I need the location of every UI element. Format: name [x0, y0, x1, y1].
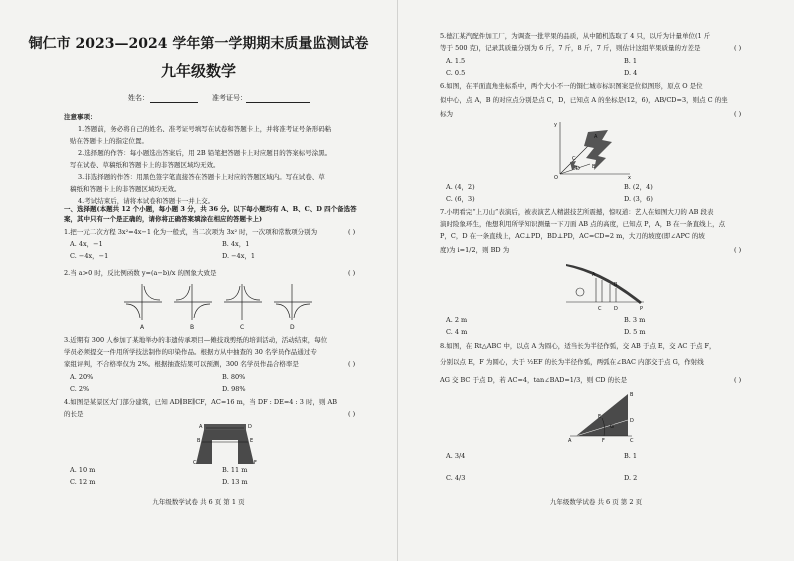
- q6-paren: ( ): [734, 110, 742, 118]
- q7-option-c[interactable]: C. 4 m: [446, 328, 468, 336]
- note-line: 稿纸和答题卡上的非答题区域均无效。: [70, 185, 181, 193]
- q6-fig-d: D: [576, 166, 580, 172]
- q5-option-b[interactable]: B. 1: [624, 57, 638, 65]
- q7-fig-c: C: [598, 306, 602, 312]
- q4-fig-a: A: [199, 424, 203, 430]
- note-line: 2.选择题的作答：每小题选出答案后，用 2B 铅笔把答题卡上对应题目的答案标号涂黑。: [78, 149, 332, 157]
- q6-fig-a: A: [594, 134, 598, 140]
- q7-fig-a: A: [592, 272, 596, 278]
- q4-option-b[interactable]: B. 11 m: [222, 466, 248, 474]
- q1-option-b[interactable]: B. 4x，1: [222, 240, 250, 248]
- q1-option-a[interactable]: A. 4x，−1: [70, 240, 103, 248]
- note-line: 贴在答题卡上的指定位置。: [70, 137, 148, 145]
- q8-fig-g: G: [610, 424, 614, 430]
- q6-fig-y: y: [554, 122, 557, 128]
- q6-fig-o: O: [554, 175, 558, 180]
- q3-option-d[interactable]: D. 98%: [222, 385, 246, 393]
- q6-fig-x: x: [628, 175, 631, 180]
- q4-line: 的长是: [64, 410, 84, 418]
- q2-graph-options: [120, 280, 320, 332]
- q8-option-b[interactable]: B. 1: [624, 452, 638, 460]
- q7-knife-figure: [562, 256, 646, 312]
- id-label: 准考证号：: [212, 94, 247, 102]
- q2-label-b[interactable]: B: [190, 324, 195, 331]
- q4-fig-f: F: [254, 460, 257, 466]
- name-blank[interactable]: [150, 102, 198, 103]
- q6-coordinate-figure: [550, 118, 634, 180]
- notes-heading: 注意事项：: [64, 113, 97, 121]
- q5-line: 5.德江某汽配件加工厂，为调查一批苹果的品质，从中随机选取了 4 只，以斤为计量单位(1 斤: [440, 32, 711, 40]
- q8-fig-d: D: [630, 418, 634, 424]
- q8-fig-f: F: [602, 438, 605, 444]
- q3-option-c[interactable]: C. 2%: [70, 385, 90, 393]
- footer-left: 九年级数学试卷 共 6 页 第 1 页: [152, 498, 245, 506]
- q5-option-d[interactable]: D. 4: [624, 69, 638, 77]
- note-line: 4.考试结束后，请将本试卷和答题卡一并上交。: [78, 197, 215, 205]
- q3-option-a[interactable]: A. 20%: [70, 373, 94, 381]
- q8-fig-c: C: [630, 438, 634, 444]
- q2-paren: ( ): [348, 269, 356, 277]
- q7-line: 度)为 i=1/2，则 BD 为: [440, 246, 510, 254]
- q2-label-d[interactable]: D: [290, 324, 295, 331]
- q7-line: P，C，D 在一条直线上，AC⊥PD，BD⊥PD，AC=CD=2 m，大刀的坡度(即∠APC 的坡: [440, 232, 705, 240]
- q3-line: 家组评判，不合格率仅为 2%。根据抽查结果可以预测，300 名学员作品合格率是: [64, 360, 299, 368]
- footer-right: 九年级数学试卷 共 6 页 第 2 页: [549, 498, 643, 506]
- q6-fig-c: C: [572, 156, 576, 162]
- q1-paren: ( ): [348, 228, 356, 236]
- q6-option-d[interactable]: D. (3，6): [624, 195, 653, 203]
- q7-fig-b: B: [614, 282, 618, 288]
- q8-paren: ( ): [734, 376, 742, 384]
- q4-paren: ( ): [348, 410, 356, 418]
- q1-option-c[interactable]: C. −4x，−1: [70, 252, 109, 260]
- q7-paren: ( ): [734, 246, 742, 254]
- q4-fig-c: C: [193, 460, 197, 466]
- section1-heading-2: 案，其中只有一个是正确的，请你将正确答案填涂在相应的答题卡上): [64, 215, 263, 223]
- q7-option-a[interactable]: A. 2 m: [446, 316, 468, 324]
- page-right: [398, 0, 794, 561]
- q3-paren: ( ): [348, 360, 356, 368]
- q8-fig-a: A: [568, 438, 572, 444]
- q8-option-c[interactable]: C. 4/3: [446, 474, 466, 482]
- q5-option-a[interactable]: A. 1.5: [446, 57, 466, 65]
- q6-line: 6.如图，在平面直角坐标系中，两个大小不一的铜仁城市标识图案是位似图形，原点 O 是位: [440, 82, 703, 90]
- q2-label-c[interactable]: C: [240, 324, 245, 331]
- q8-fig-e: E: [598, 414, 602, 420]
- q5-paren: ( ): [734, 44, 742, 52]
- q6-line: 似中心，点 A，B 的对应点分别是点 C，D，已知点 A 的坐标是(12，6)，AB/CD=3，则点 C 的坐: [440, 96, 728, 104]
- id-blank[interactable]: [246, 102, 310, 103]
- q2-stem: 2.当 a>0 时，反比例函数 y=(a−b)/x 的图象大致是: [64, 269, 217, 277]
- q4-option-c[interactable]: C. 12 m: [70, 478, 96, 486]
- q8-line: 8.如图，在 Rt△ABC 中，以点 A 为圆心，适当长为半径作弧，交 AB 于点 E，交 AC 于点 F，: [440, 342, 716, 350]
- q8-triangle-figure: [566, 390, 646, 446]
- q3-line: 3.近期有 300 人参加了某地举办的非遗传承项目—傩技戏剪纸的培训活动，活动结束，每位: [64, 336, 328, 344]
- q1-stem: 1.把一元二次方程 3x²=4x−1 化为一般式，当二次项为 3x² 时，一次项和常数项分别为: [64, 228, 318, 236]
- q2-label-a[interactable]: A: [140, 324, 145, 331]
- q7-line: 演时险象环生，他想利用所学知识测量一下刀面 AB 点的高度，已知点 P，A，B 在一条直线上，点: [440, 220, 726, 228]
- q4-gate-figure: [190, 418, 260, 470]
- q6-fig-b: B: [592, 164, 596, 170]
- note-line: 3.非选择题的作答：用黑色签字笔直接答在答题卡上对应的答题区域内。写在试卷、草: [78, 173, 325, 181]
- q8-option-d[interactable]: D. 2: [624, 474, 638, 482]
- q6-option-c[interactable]: C. (6，3): [446, 195, 475, 203]
- exam-title: 铜仁市 2023—2024 学年第一学期期末质量监测试卷: [28, 36, 369, 52]
- name-label: 姓名：: [128, 94, 149, 102]
- q7-line: 7.小明看完“上刀山”表演后，被表演艺人精湛技艺所震撼，惊叹道：艺人在如图大刀的 AB 段表: [440, 208, 714, 216]
- note-line: 1.答题前，务必将自己的姓名、准考证号填写在试卷和答题卡上，并将准考证号条形码粘: [78, 125, 332, 133]
- q1-option-d[interactable]: D. −4x，1: [222, 252, 255, 260]
- q4-option-a[interactable]: A. 10 m: [70, 466, 96, 474]
- q8-fig-b: B: [630, 392, 634, 398]
- q3-line: 学员必须提交一件用所学技法制作的印染作品。根据方从中抽查的 30 名学员作品通过专: [64, 348, 317, 356]
- q6-option-b[interactable]: B. (2，4): [624, 183, 653, 191]
- q7-fig-p: P: [640, 306, 644, 312]
- q8-option-a[interactable]: A. 3/4: [446, 452, 466, 460]
- q5-option-c[interactable]: C. 0.5: [446, 69, 466, 77]
- q4-fig-b: B: [197, 438, 201, 444]
- q5-line: 等于 500 克)，记录其质量分别为 6 斤，7 斤，8 斤，7 斤，则估计这组苹果质量的方差是: [440, 44, 701, 52]
- q6-option-a[interactable]: A. (4，2): [446, 183, 475, 191]
- q8-line: AG 交 BC 于点 D，若 AC=4，tan∠BAD=1/3，则 CD 的长是: [440, 376, 628, 384]
- exam-subject: 九年级数学: [160, 62, 236, 80]
- q7-option-d[interactable]: D. 5 m: [624, 328, 646, 336]
- q4-line: 4.如图是某景区大门部分建筑，已知 AD∥BE∥CF，AC=16 m，当 DF : DE=4 : 3 时，则 AB: [64, 398, 338, 406]
- section1-heading: 一、选择题(本题共 12 个小题，每小题 3 分，共 36 分。以下每小题均有 A、B、C、D 四个备选答: [64, 205, 357, 213]
- q3-option-b[interactable]: B. 80%: [222, 373, 246, 381]
- q8-line: 分别以点 E，F 为圆心，大于 ½EF 的长为半径作弧，两弧在∠BAC 内部交于点 G，作射线: [440, 358, 704, 366]
- q4-fig-d: D: [248, 424, 252, 430]
- q4-option-d[interactable]: D. 13 m: [222, 478, 248, 486]
- q6-line: 标为: [440, 110, 453, 118]
- q4-fig-e: E: [250, 438, 254, 444]
- q7-option-b[interactable]: B. 3 m: [624, 316, 646, 324]
- note-line: 写在试卷、草稿纸和答题卡上的非答题区域均无效。: [70, 161, 220, 169]
- q7-fig-d: D: [614, 306, 618, 312]
